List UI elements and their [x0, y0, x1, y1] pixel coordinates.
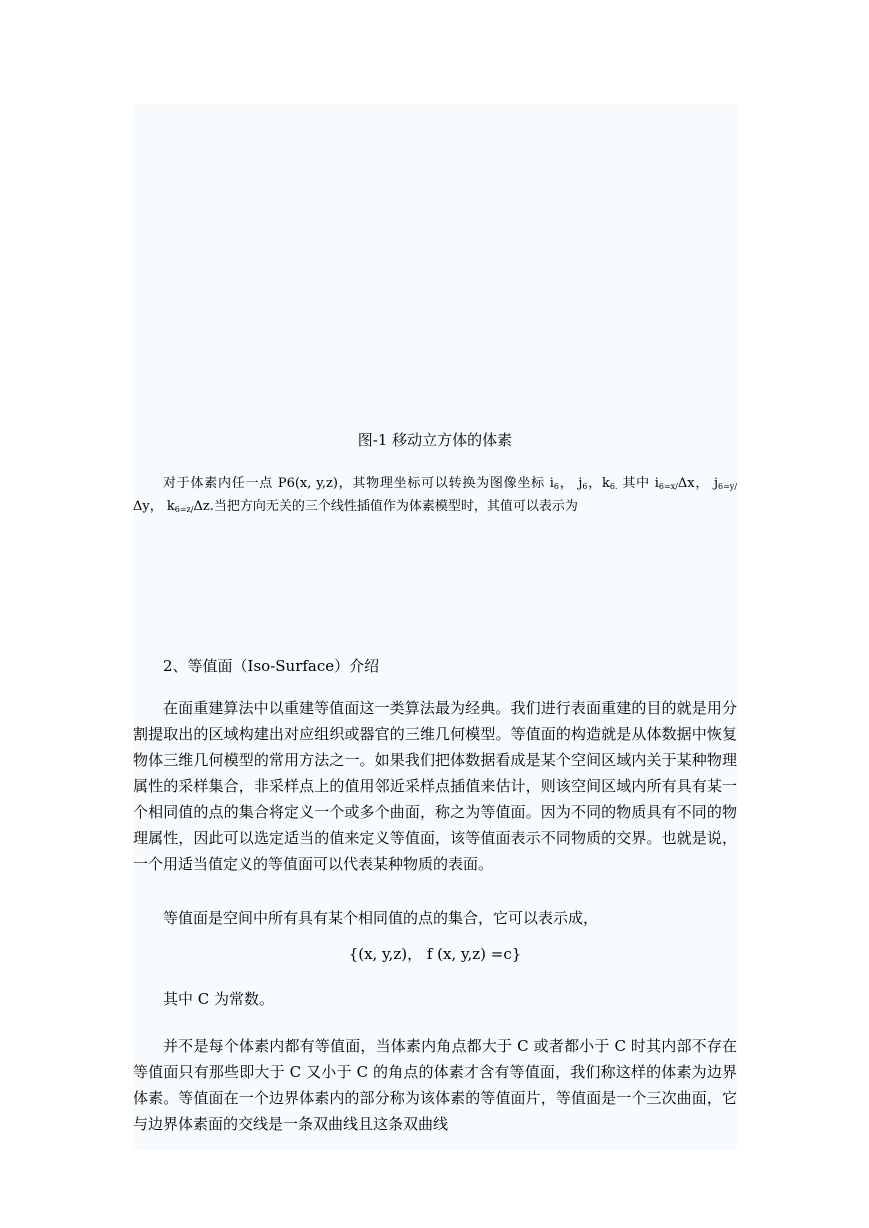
text-fragment: 其中 i: [617, 476, 659, 491]
text-fragment: ， j: [558, 476, 583, 491]
section-heading: 2、等值面（Iso-Surface）介绍: [163, 657, 380, 675]
subscript: 6: [553, 482, 559, 491]
subscript: 6=x/: [658, 482, 678, 491]
voxel-coordinate-paragraph: [133, 474, 737, 520]
text-fragment: ，k: [587, 476, 610, 491]
subscript: 6: [582, 482, 588, 491]
subscript: 6=z/: [174, 505, 194, 514]
boundary-voxel-paragraph: 并不是每个体素内都有等值面，当体素内角点都大于 C 或者都小于 C 时其内部不存在等值面只有那些即大于 C 又小于 C 的角点的体素才含有等值面，我们称这样的体素为边界体素。等值面在一个边界体素内的部分称为该体素的等值面片，等值面是一个三次曲面，它与边界体素面的交线是一条双曲线且这条双曲线: [133, 1037, 737, 1133]
document-page: [133, 104, 737, 1150]
text-fragment: Δy， k: [133, 499, 175, 514]
iso-surface-paragraph-2: 等值面是空间中所有具有某个相同值的点的集合，它可以表示成，: [163, 909, 599, 927]
iso-surface-paragraph-1: 在面重建算法中以重建等值面这一类算法最为经典。我们进行表面重建的目的就是用分割提取出的区域构建出对应组织或器官的三维几何模型。等值面的构造就是从体数据中恢复物体三维几何模型的常用方法之一。如果我们把体数据看成是某个空间区域内关于某种物理属性的采样集合，非采样点上的值用邻近采样点插值来估计，则该空间区域内所有具有某一个相同值的点的集合将定义一个或多个曲面，称之为等值面。因为不同的物质具有不同的物理属性，因此可以选定适当的值来定义等值面，该等值面表示不同物质的交界。也就是说，一个用适当值定义的等值面可以代表某种物质的表面。: [133, 699, 737, 873]
text-fragment: Δz.当把方向无关的三个线性插值作为体素模型时，其值可以表示为: [193, 499, 578, 514]
figure-caption: 图-1 移动立方体的体素: [357, 431, 513, 449]
figure-image-area: [133, 104, 737, 422]
iso-surface-formula: {(x, y,z)， f (x, y,z) =c}: [348, 945, 522, 963]
text-fragment: 对于体素内任一点 P6(x, y,z)，其物理坐标可以转换为图像坐标 i: [163, 476, 554, 491]
subscript: 6.: [609, 482, 618, 491]
text-fragment: Δx， j: [677, 476, 718, 491]
formula-image-area: [133, 534, 737, 644]
subscript: 6=y/: [718, 482, 738, 491]
constant-note: 其中 C 为常数。: [163, 990, 275, 1008]
